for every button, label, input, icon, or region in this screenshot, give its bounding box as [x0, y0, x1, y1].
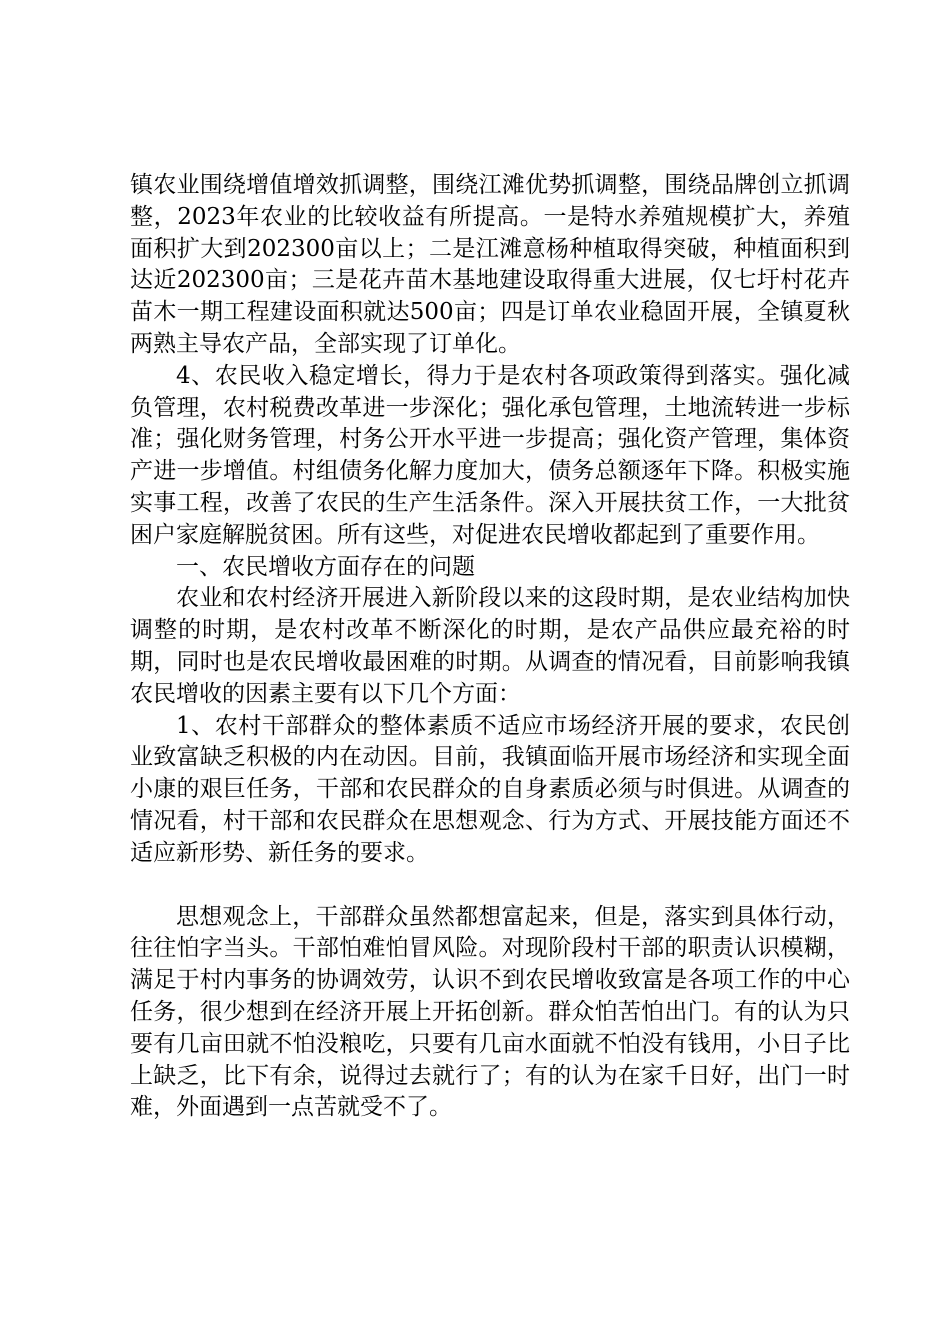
section-heading-problems: 一、农民增收方面存在的问题 [176, 553, 475, 580]
paragraph-farmer-income: 4、农民收入稳定增长，得力于是农村各项政策得到落实。强化减负管理，农村税费改革进一步深化；强化承包管理，土地流转进一步标准；强化财务管理，村务公开水平进一步提高；强化资产管理，集体资产进一步增值。村组债务化解力度加大，债务总额逐年下降。积极实施实事工程，改善了农民的生产生活条件。深入开展扶贫工作，一大批贫困户家庭解脱贫困。所有这些，对促进农民增收都起到了重要作用。 [130, 362, 850, 548]
document-body [130, 170, 850, 1124]
paragraph-mindset: 思想观念上，干部群众虽然都想富起来，但是，落实到具体行动，往往怕字当头。干部怕难怕冒风险。对现阶段村干部的职责认识模糊，满足于村内事务的协调效劳，认识不到农民增收致富是各项工作的中心任务，很少想到在经济开展上开拓创新。群众怕苦怕出门。有的认为只要有几亩田就不怕没粮吃，只要有几亩水面就不怕没有钱用，小日子比上缺乏，比下有余，说得过去就行了；有的认为在家千日好，出门一时难，外面遇到一点苦就受不了。 [130, 903, 850, 1121]
paragraph-continuation: 镇农业围绕增值增效抓调整，围绕江滩优势抓调整，围绕品牌创立抓调整，2023年农业的比较收益有所提高。一是特水养殖规模扩大，养殖面积扩大到202300亩以上；二是江滩意杨种植取得突破，种植面积到达近202300亩；三是花卉苗木基地建设取得重大进展，仅七圩村花卉苗木一期工程建设面积就达500亩；四是订单农业稳固开展，全镇夏秋两熟主导农产品，全部实现了订单化。 [130, 172, 850, 357]
paragraph-new-stage: 农业和农村经济开展进入新阶段以来的这段时期，是农业结构加快调整的时期，是农村改革不断深化的时期，是农产品供应最充裕的时期，同时也是农民增收最困难的时期。从调查的情况看，目前影响我镇农民增收的因素主要有以下几个方面： [130, 585, 850, 707]
paragraph-cadre-quality: 1、农村干部群众的整体素质不适应市场经济开展的要求，农民创业致富缺乏积极的内在动因。目前，我镇面临开展市场经济和实现全面小康的艰巨任务，干部和农民群众的自身素质必须与时俱进。从调查的情况看，村干部和农民群众在思想观念、行为方式、开展技能方面还不适应新形势、新任务的要求。 [130, 712, 850, 866]
